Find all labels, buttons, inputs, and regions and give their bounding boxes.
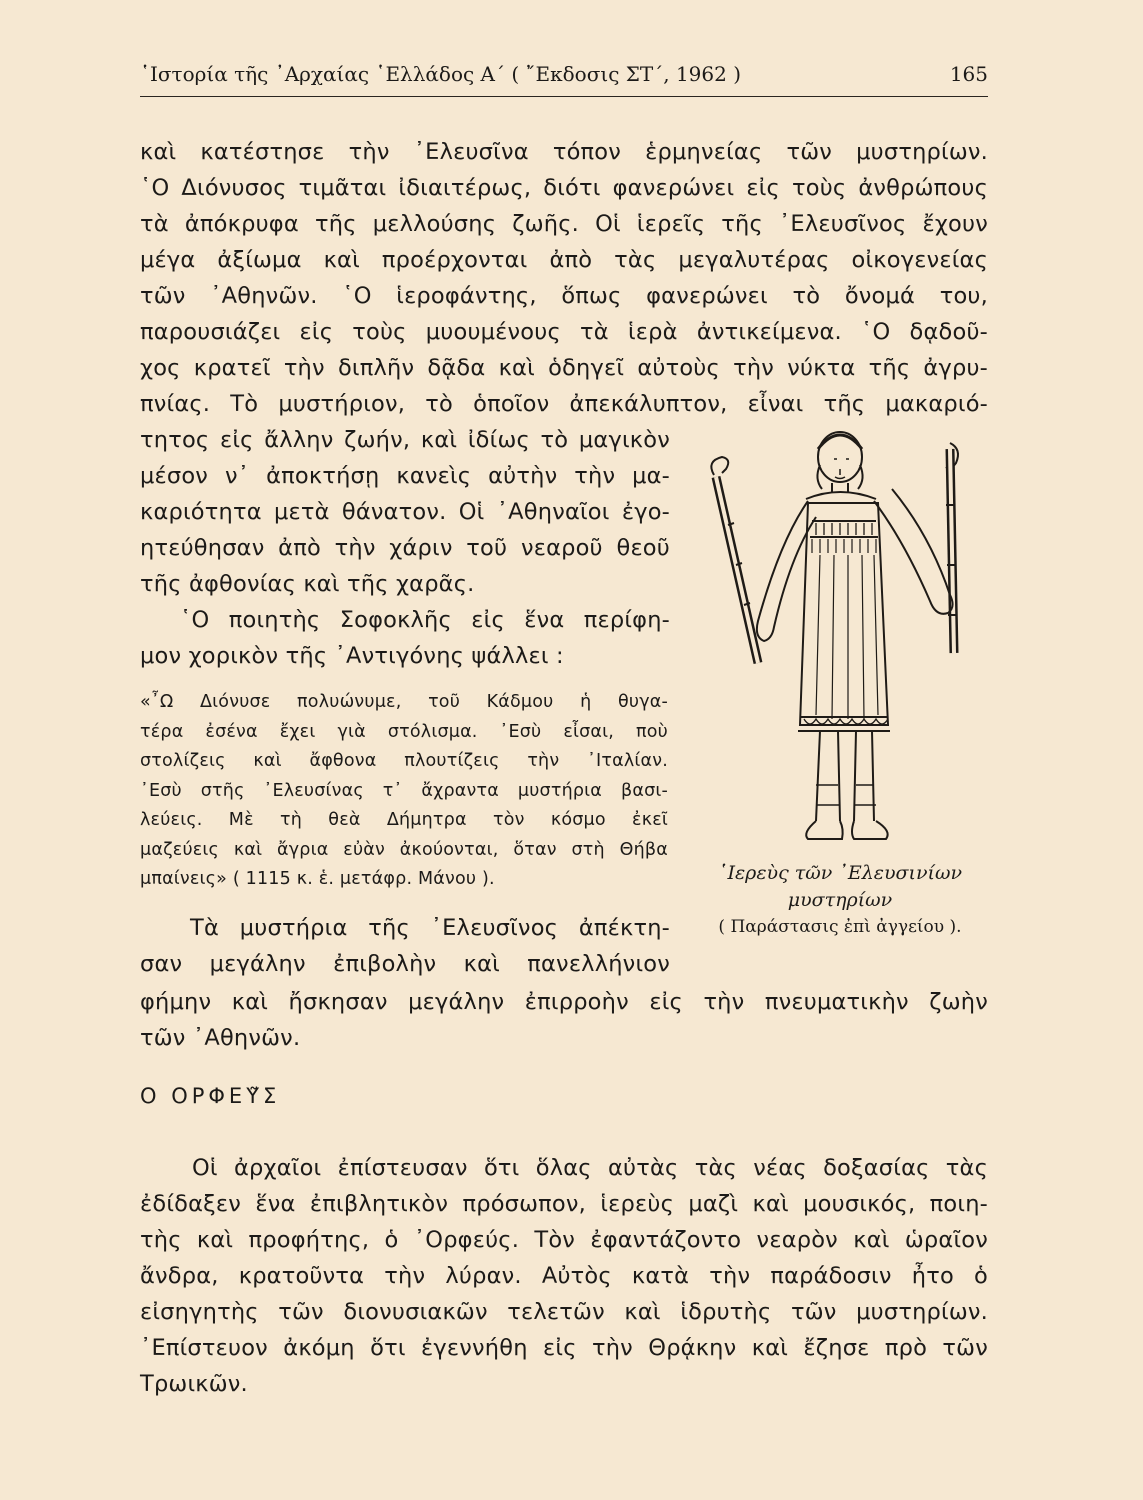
- text-line: εἰσηγητὴς τῶν διονυσιακῶν τελετῶν καὶ ἱδρυτὴς τῶν μυστηρίων.: [140, 1299, 988, 1325]
- antigone-quote: [140, 688, 668, 895]
- text-line: ῾Ο Διόνυσος τιμᾶται ἰδιαιτέρως, διότι φανερώνει εἰς τοὺς ἀνθρώπους: [140, 175, 988, 201]
- quote-line: τέρα ἐσένα ἔχει γιὰ στόλισμα. ᾿Εσὺ εἶσαι, ποὺ: [140, 721, 668, 742]
- text-line: ᾿Επίστευον ἀκόμη ὅτι ἐγεννήθη εἰς τὴν Θρᾴκην καὶ ἔζησε πρὸ τῶν: [140, 1335, 988, 1361]
- quote-line: στολίζεις καὶ ἄφθονα πλουτίζεις τὴν ᾿Ιταλίαν.: [140, 751, 668, 771]
- quote-line: μπαίνεις» ( 1115 κ. ἑ. μετάφρ. Μάνου ).: [140, 869, 495, 889]
- priest-illustration: [688, 425, 988, 855]
- text-line: τητος εἰς ἄλλην ζωήν, καὶ ἰδίως τὸ μαγικὸν: [140, 427, 670, 453]
- priest-figure-drawing: [688, 425, 988, 855]
- text-line: μέσον ν᾿ ἀποκτήσῃ κανεὶς αὐτὴν τὴν μα-: [140, 463, 670, 489]
- text-line: μον χορικὸν τῆς ᾿Αντιγόνης ψάλλει :: [140, 643, 564, 669]
- text-line: σαν μεγάλην ἐπιβολὴν καὶ πανελλήνιον: [140, 951, 670, 977]
- text-line: Τὰ μυστήρια τῆς ᾿Ελευσῖνος ἀπέκτη-: [190, 915, 670, 941]
- paragraph-eleusis-end: [140, 984, 988, 1056]
- quote-line: ᾿Εσὺ στῆς ᾿Ελευσίνας τ᾿ ἄχραντα μυστήρια βασι-: [140, 780, 668, 801]
- text-line: τὴς καὶ προφήτης, ὁ ᾿Ορφεύς. Τὸν ἐφαντάζοντο νεαρὸν καὶ ὡραῖον: [140, 1227, 988, 1253]
- text-line: Τρωικῶν.: [140, 1371, 248, 1397]
- quote-line: λεύεις. Μὲ τὴ θεὰ Δήμητρα τὸν κόσμο ἐκεῖ: [140, 810, 668, 830]
- text-line: καὶ κατέστησε τὴν ᾿Ελευσῖνα τόπον ἑρμηνείας τῶν μυστηρίων.: [140, 139, 988, 165]
- quote-line: «῏Ω Διόνυσε πολυώνυμε, τοῦ Κάδμου ἡ θυγα-: [140, 692, 668, 712]
- caption-title: ῾Ιερεὺς τῶν ᾿Ελευσινίων μυστηρίων: [717, 862, 962, 911]
- page-number: 165: [949, 62, 988, 86]
- paragraph-narrow: [140, 422, 670, 602]
- text-line: ητεύθησαν ἀπὸ τὴν χάριν τοῦ νεαροῦ θεοῦ: [140, 535, 670, 561]
- quote-line: μαζεύεις καὶ ἄγρια εὐὰν ἀκούονται, ὅταν στὴ Θήβα: [140, 839, 668, 860]
- text-line: πνίας. Τὸ μυστήριον, τὸ ὁποῖον ἀπεκάλυπτον, εἶναι τῆς μακαριό-: [140, 391, 988, 417]
- text-line: παρουσιάζει εἰς τοὺς μυουμένους τὰ ἱερὰ ἀντικείμενα. ῾Ο δᾳδοῦ-: [140, 319, 988, 345]
- text-line: τῆς ἀφθονίας καὶ τῆς χαρᾶς.: [140, 571, 475, 597]
- figure-caption: [680, 860, 1000, 940]
- text-line: ῾Ο ποιητὴς Σοφοκλῆς εἰς ἕνα περίφη-: [180, 607, 670, 633]
- text-line: τῶν ᾿Αθηνῶν. ῾Ο ἱεροφάντης, ὅπως φανερώνει τὸ ὄνομά του,: [140, 283, 988, 309]
- text-line: τὰ ἀπόκρυφα τῆς μελλούσης ζωῆς. Οἱ ἱερεῖς τῆς ᾿Ελευσῖνος ἔχουν: [140, 211, 988, 237]
- paragraph-orpheus: [140, 1150, 988, 1402]
- text-line: φήμην καὶ ἤσκησαν μεγάλην ἐπιρροὴν εἰς τὴν πνευματικὴν ζωὴν: [140, 989, 988, 1015]
- book-title: ῾Ιστορία τῆς ᾿Αρχαίας ῾Ελλάδος Α΄ ( ῎Εκδοσις ΣΤ΄, 1962 ): [140, 62, 742, 86]
- header-rule: [140, 96, 988, 97]
- text-line: μέγα ἀξίωμα καὶ προέρχονται ἀπὸ τὰς μεγαλυτέρας οἰκογενείας: [140, 247, 988, 273]
- paragraph-sophocles: [180, 602, 670, 638]
- paragraph-mysteries: [140, 134, 988, 422]
- text-line: Οἱ ἀρχαῖοι ἐπίστευσαν ὅτι ὅλας αὐτὰς τὰς νέας δοξασίας τὰς: [192, 1155, 988, 1181]
- caption-source: ( Παράστασις ἐπὶ ἀγγείου ).: [718, 917, 962, 937]
- text-line: τῶν ᾿Αθηνῶν.: [140, 1025, 301, 1051]
- text-line: ἐδίδαξεν ἕνα ἐπιβλητικὸν πρόσωπον, ἱερεὺς μαζὶ καὶ μουσικός, ποιη-: [140, 1191, 988, 1217]
- paragraph-sophocles-cont: [140, 638, 670, 674]
- paragraph-eleusis-cont: [140, 946, 670, 982]
- text-line: ἄνδρα, κρατοῦντα τὴν λύραν. Αὐτὸς κατὰ τὴν παράδοσιν ἦτο ὁ: [140, 1263, 988, 1289]
- paragraph-eleusis: [190, 910, 670, 946]
- text-line: χος κρατεῖ τὴν διπλῆν δᾷδα καὶ ὁδηγεῖ αὐτοὺς τὴν νύκτα τῆς ἀγρυ-: [140, 355, 988, 381]
- text-line: καριότητα μετὰ θάνατον. Οἱ ᾿Αθηναῖοι ἐγο-: [140, 499, 670, 525]
- section-heading: Ο ΟΡΦΕΥ͂Σ: [140, 1084, 281, 1108]
